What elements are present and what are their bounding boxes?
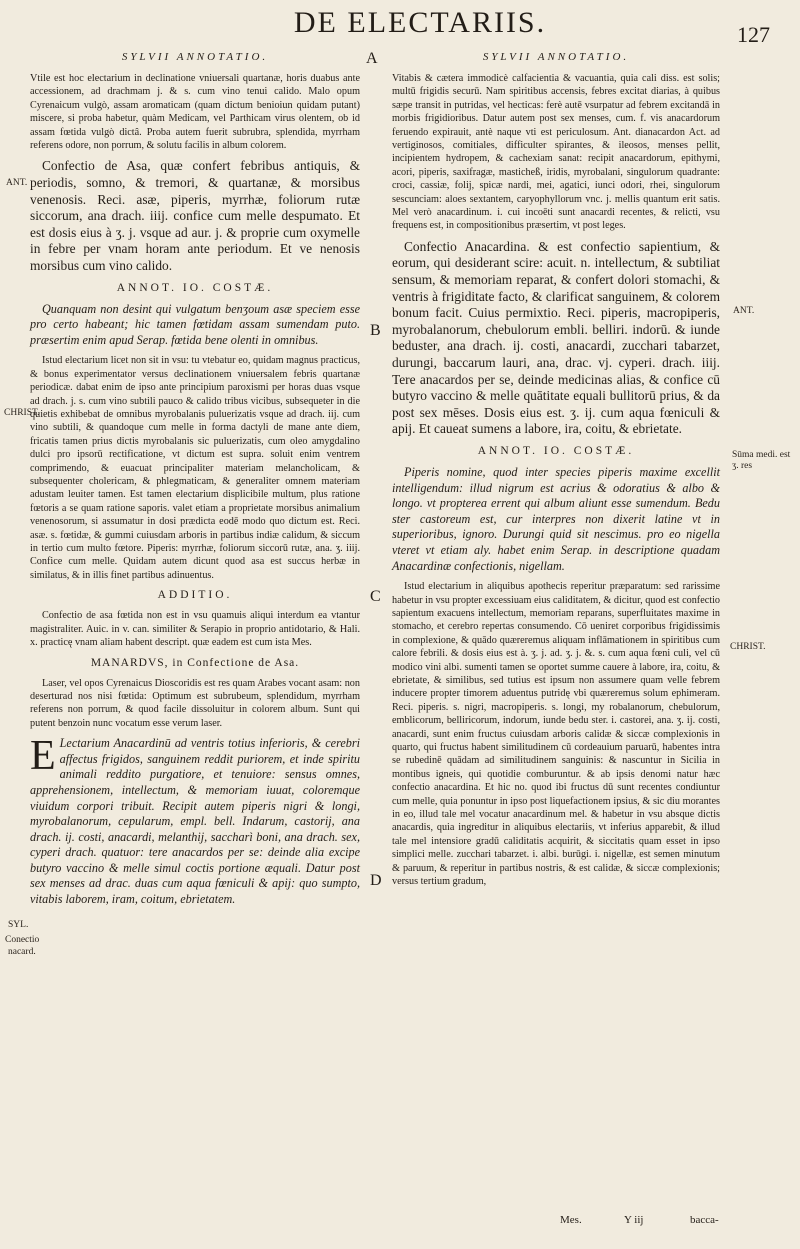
anacardinum-body: Lectarium Anacardinū ad ventris totius inferioris, & cerebri affectus frigidos, sanguinem reddit puriorem, et inde spiritu animali reddito purgatiore, et tenuiore: sensus omnes, apprehensionem, intellectum, & memoriam iuuat, coloremque viuidum corpori tribuit. Recipit autem piperis nigri & longi, myrobalanorum, cepularum, empl. bell. Indarum, castorij, ana drach. ij. costi, anacardi, melanthij, saccharì boni, ana drach. sex, cyperi drach. quatuor: tere anacardos per se: deinde alia excipe butyro vaccino & melle simul coctis portione æquali. Datur post sex menses ad drac. duas cum aqua fœniculi & apij: quo sumpto, vitabis laborem, iram, coitum, ebrietatem. bbox=[30, 736, 360, 907]
margin-note-conectio: Conectio bbox=[5, 935, 40, 945]
footer-author: Mes. bbox=[560, 1214, 582, 1226]
right-annotation-text: Vitabis & cætera immodicè calfacientia & vacuantia, quia cali diss. est solis; multū frigidis securū. Nam spiritibus accensis, febres excitat diarias, à quibus sæpe transit in putridas, vel hecticas: ferè autē vsurpatur ad febrem excitandā in morbis frigidioribus. Datur autem post sex menses, cum. f. vis anacardorum feruendo expirauit, antè naque vti est periculosum. Ant. dianacardon Act. ad vertiginosos, comitiales, difficulter spirantes, & ileosos, menses pellit, incipientem hydropem, & cachexiam sanat: recipit anacardorum, epithymi, acori, piperis, saxifragæ, masticheß, iridis, myrobalani, singulorum quadrante: croci, cassiæ, folij, spicæ nardi, mei, agatici, iunci odori, rhei, singulorum sescunciam: aloes sextantem, caryophyllorum vnc. j. mellis quantum erit satis. Mel verò anacardinum. i. cui incoēti sunt anacardi recentes, & relicti, vsu frequens est, in compositionibus præsertim, vt post leges. bbox=[392, 73, 720, 232]
margin-note-summa: Sūma medi. est ʒ. res bbox=[732, 450, 791, 471]
anacardinum-text bbox=[30, 733, 360, 908]
right-costa-text: Piperis nomine, quod inter species piperis maxime excellit intelligendum: illud nigrum est acrius & odoratius & albo & longo. vt propterea errent qui album aliunt esse sumendum. Bedu ster castoreum est, cur interpres non dixerit latine vt in superioribus, ignoro. Durungi quid sit nescimus. pro eo nigella vteret vt etiam aly. habet enim Serap. in descriptione quadam Anacardinæ confectionis, nigellam. bbox=[392, 465, 720, 573]
running-title: DE ELECTARIIS. bbox=[293, 6, 547, 39]
section-letter-d: D bbox=[370, 872, 382, 889]
right-column bbox=[392, 50, 720, 1200]
left-annotation-text: Vtile est hoc electarium in declinatione vniuersali quartanæ, horis duabus ante accessionem, ad drachmam j. & s. cum vino tenui calido. Malo opum Cyrenaicum vulgò, assam aromaticam (quam dictum benioiun quidam putant) miscere, si proba habetur, quàm Medicam, vel Parthicam virus olentem, ob id assam fœtida vulgò dictâ. Proba autem fuerit subrubra, splendida, myrrham referens odore, non porrum, & solutu facilis in album colorem. bbox=[30, 73, 360, 152]
manardus-heading: MANARDVS, in Confectione de Asa. bbox=[90, 656, 300, 669]
right-christ-commentary-text: Istud electarium in aliquibus apothecis reperitur præparatum: sed rarissime habetur in vsu propter excessiuam eius caliditatem, & dicitur, quod est confectio sapientum exacuens intellectum, memoriam reparans, superfluitates maxime in stomacho, et cerebro repertas consumendo. Cō ueniret corporibus frigidissimis in complexione, & quādo quæreremus aliquam inflāmationem in spiritibus cum calore febrili. & dosis eius est à. ʒ. j. ad. ʒ. j. &. s. cum aqua fœni culi, vel cū modico vini albi. sumenti tamen se oportet summe cauere à labore, ira, coitu, & ebrietate, & similibus, sed tutius est ipsum non assumere quam velle febrem inducere propter timorem aduentus putridę vbi quæreremus solum ephimeram. Reci. piperis. s. nigri, macropiperis. s. longi, my robalanorum, chebulorum, emblicorum, belliricorum, indorum, iunde bedu ster. i. castorei, ana. ʒ. ij. costi, anacardi, sunt enim fructus cuiusdam arboris calidæ & siccæ complexionis in quarto, qui fructus habent similitudinem cū cordeauium paruarū, habentes intra se rubedinē quādam ad similitudinem sanguinis: & nascuntur in Sicilia in montibus igneis, qui quotidie comburuntur. & ab ipsis denomi natur hæc confectio anacardina. Et hic no. quod ibi fructus dū sunt recentes condiuntur cum melle, quia ponuntur in ipso post liquefactionem ipsius, & sic diu morantes in eo, illud tale mel vocatur anacardinum mel. & habetur in vsu absque dictis anacardis, quia ingreditur in aliquibus electariis, vt inferius apparebit, & illud tale mel intensiore gradū caliditatis acquirit, & siccitatis quam esset in ipso simplici melle. zucchari tabarzet. i. albi. burūgi. i. nigellæ, est semen minutum & paruum, & reperitur in partibus nostris, & est calidæ, & siccæ complexionis; versus tertium gradum, bbox=[392, 581, 720, 888]
left-costa-text: Quanquam non desint qui vulgatum benʒoum asæ speciem esse pro certo habeant; hic tamen fœtidam assam sumendam puto. præsertim enim apud Serap. fœtida bene olenti in omnibus. bbox=[30, 301, 360, 347]
margin-note-ant-left: ANT. bbox=[6, 178, 28, 188]
additio-text: Confectio de asa fœtida non est in vsu quamuis aliqui interdum ea vtantur magistraliter. Auic. in v. can. similiter & Serapio in proprio antidotario, & Hali. x. practicę vnam aliam habent descript. quæ eadem est cum ista Mes. bbox=[30, 610, 360, 649]
footer-signature: Y iij bbox=[624, 1214, 644, 1226]
right-costa-heading: ANNOT. IO. COSTÆ. bbox=[477, 445, 635, 457]
margin-note-syl: SYL. bbox=[8, 920, 29, 930]
page-number: 127 bbox=[737, 22, 770, 47]
section-letter-b: B bbox=[370, 322, 381, 339]
left-column-heading: SYLVII ANNOTATIO. bbox=[121, 51, 269, 63]
left-costa-heading: ANNOT. IO. COSTÆ. bbox=[116, 281, 274, 294]
margin-note-ant-right: ANT. bbox=[733, 306, 755, 316]
christ-commentary-text: Istud electarium licet non sit in vsu: tu vtebatur eo, quidam magnus practicus, & bonus experimentator versus declinationem vniuersalem febris quartanæ periodicæ. dabat enim de ipso ante principium paroxismi per horas duas vsque ad drach. j. s. cum vino subtili pauco & calido tribus vicibus, subsequeter in die quietis exhibebat de omnibus myrobalanis puluerizatis vsque ad drach. iij. cum vino subtili, & quandoque cum melle in forma dactyli de mane ante diem, fricatis tamen prius dictis myrobalanis sic puluerizatis, cum oleo amygdalino dulci pro ipsorū rectificatione, vt dictum est supra. soluit enim ventrem comprimendo, & euacuat principaliter materiam melancholicam, & subsequenter cholericam, & phlegmaticam, & generaliter omnem materiam adustam leuiter tamen. Est tamen electarium displicibile multum, plus ratione fœtoris a se quam ratione saporis. valet etiam a proprietate morsibus animalium venenosorum, si assumatur in dosi prædicta eodē modo quo dictum est. Reci. asæ. s. fœtidæ, & gummi cuiusdam arboris in partibus indiæ calidum, & siccum in tertio cum multo fœtore. Piperis: myrrhæ, foliorum siccorū rutæ, ana. ʒ. iiij. Confice cum melle. Quidam autem dicunt quod asa est succus herbæ in similatus, & in illis finet partibus adinuentus. bbox=[30, 355, 360, 581]
confectio-de-asa-text: Confectio de Asa, quæ confert febribus antiquis, & periodis, somno, & tremori, & quartanæ, & morsibus venenosis. Reci. asæ, piperis, myrrhæ, foliorum rutæ siccorum, ana drach. iiij. confice cum melle despumato. Et est dosis eius à ʒ. j. vsque ad aur. j. & proprie cum oxymelle in febre per vnam horam ante periodum. Et ve nenosis morsibus cum vino calido. bbox=[30, 158, 360, 273]
section-letter-c: C bbox=[370, 588, 381, 605]
section-letter-a: A bbox=[366, 50, 378, 67]
drop-cap: E bbox=[30, 733, 56, 780]
additio-heading: ADDITIO. bbox=[157, 589, 233, 602]
margin-note-christ-left: CHRIST. bbox=[4, 408, 40, 418]
manardus-text: Laser, vel opos Cyrenaicus Dioscoridis est res quam Arabes vocant asam: non deserturad nos nisi fœtida: Optimum est subrubeum, splendidum, myrrham referens non porrum, & quod facile dissoluitur in colorem album. Sunt qui putent benzoin nunc vocatum esse verum laser. bbox=[30, 677, 360, 729]
margin-note-christ-right: CHRIST. bbox=[730, 642, 766, 652]
confectio-anacardina-text: Confectio Anacardina. & est confectio sapientium, & eorum, qui desiderant scire: acuit. n. intellectum, & subtiliat sensum, & memoriam reparat, & confert dolori stomachi, & ventris à frigiditate facto, & clarificat sanguinem, & colorem bonum facit. Cuius permixtio. Reci. piperis, macropiperis, myrobalanorum, chebulorum embli. belliri. indorū. & iunde beduster, ana drach. ij. costi, anacardi, zucchari tabarzet, durungi, baccarum lauri, ana, drac. vj. cyperi. drach. iiij. Tere anacardos per se, deinde medicinas alias, & confice cū butyro vaccino & melle quātitate equali bullitorū prius, & da post sex mēses. Dosis eius est. ʒ. ij. cum aqua fœniculi & apij. Et caueat sumens a labore, ira, coitu, & ebrietate. bbox=[392, 238, 720, 437]
footer-catchword: bacca- bbox=[690, 1214, 719, 1226]
margin-note-nacard: nacard. bbox=[8, 947, 36, 957]
left-column bbox=[30, 50, 360, 1200]
right-column-heading: SYLVII ANNOTATIO. bbox=[482, 51, 630, 63]
